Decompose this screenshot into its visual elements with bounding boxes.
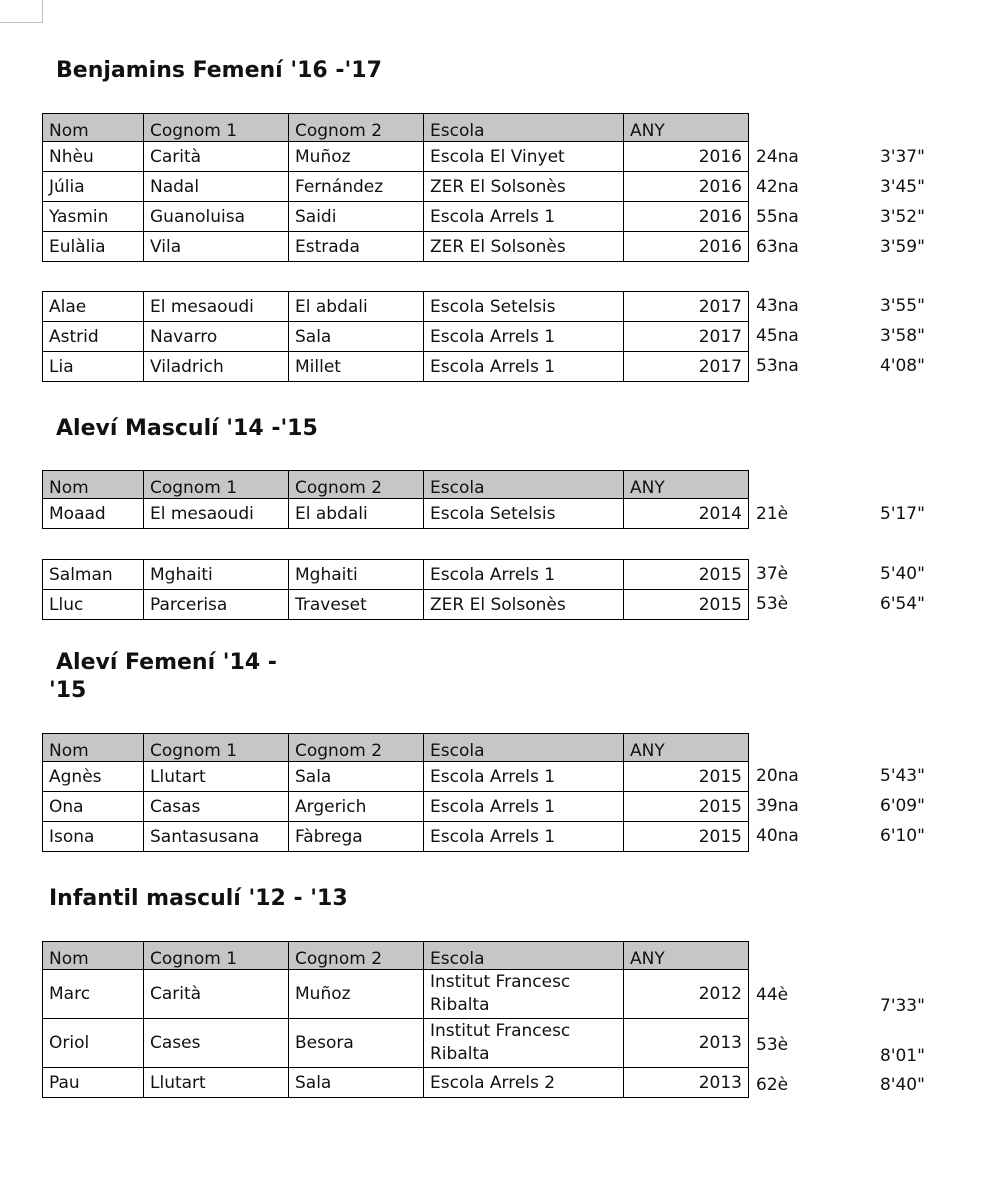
cell-cognom2: Besora (289, 1019, 424, 1068)
table-header-row (43, 471, 749, 499)
cell-cognom1: Cases (144, 1019, 289, 1068)
cell-cognom2: Saidi (289, 202, 424, 232)
cell-escola: Escola El Vinyet (424, 142, 624, 172)
cell-cognom2: Mghaiti (289, 560, 424, 590)
cell-cognom2: Sala (289, 762, 424, 792)
cell-escola: Escola Setelsis (424, 499, 624, 529)
time: 6'10" (880, 826, 925, 846)
time: 7'33" (880, 996, 925, 1016)
cell-nom: Astrid (43, 322, 144, 352)
cell-any: 2016 (624, 202, 749, 232)
cell-any: 2017 (624, 292, 749, 322)
cell-cognom2: Muñoz (289, 142, 424, 172)
section-title-benjamins-femeni: Benjamins Femení '16 -'17 (56, 58, 382, 83)
table-row (43, 1019, 749, 1068)
cell-cognom1: Vila (144, 232, 289, 262)
section-title-alevi-femeni-cont: '15 (49, 678, 87, 703)
time: 6'09" (880, 796, 925, 816)
time: 3'55" (880, 296, 925, 316)
cell-escola: Escola Arrels 2 (424, 1068, 624, 1098)
results-table (42, 113, 749, 262)
cell-nom: Yasmin (43, 202, 144, 232)
cell-nom: Lluc (43, 590, 144, 620)
time: 3'59" (880, 237, 925, 257)
position: 53è (756, 594, 789, 614)
cell-any: 2016 (624, 232, 749, 262)
table-row (43, 172, 749, 202)
results-table (42, 941, 749, 1098)
header-escola: Escola (424, 942, 624, 970)
table-row (43, 142, 749, 172)
results-table (42, 470, 749, 529)
time: 6'54" (880, 594, 925, 614)
header-cognom1: Cognom 1 (144, 734, 289, 762)
cell-nom: Marc (43, 970, 144, 1019)
cell-any: 2013 (624, 1019, 749, 1068)
cell-cognom2: Fernández (289, 172, 424, 202)
cell-escola: Escola Setelsis (424, 292, 624, 322)
cell-cognom1: Santasusana (144, 822, 289, 852)
section-title-alevi-masculi: Aleví Masculí '14 -'15 (56, 416, 318, 441)
cell-cognom2: Muñoz (289, 970, 424, 1019)
time: 3'37" (880, 147, 925, 167)
cell-any: 2015 (624, 822, 749, 852)
cell-nom: Salman (43, 560, 144, 590)
cell-escola: Escola Arrels 1 (424, 352, 624, 382)
position: 43na (756, 296, 799, 316)
time: 8'40" (880, 1075, 925, 1095)
header-cognom1: Cognom 1 (144, 471, 289, 499)
page-corner-mark (0, 0, 43, 23)
position: 20na (756, 766, 799, 786)
time: 3'45" (880, 177, 925, 197)
position: 63na (756, 237, 799, 257)
header-cognom2: Cognom 2 (289, 734, 424, 762)
cell-cognom2: Sala (289, 1068, 424, 1098)
time: 4'08" (880, 356, 925, 376)
cell-cognom1: Carità (144, 970, 289, 1019)
table-row (43, 590, 749, 620)
cell-escola: Escola Arrels 1 (424, 560, 624, 590)
cell-nom: Oriol (43, 1019, 144, 1068)
cell-escola: ZER El Solsonès (424, 590, 624, 620)
cell-any: 2017 (624, 352, 749, 382)
cell-nom: Júlia (43, 172, 144, 202)
results-table (42, 559, 749, 620)
cell-cognom1: Navarro (144, 322, 289, 352)
results-table (42, 291, 749, 382)
position: 45na (756, 326, 799, 346)
cell-nom: Moaad (43, 499, 144, 529)
cell-nom: Isona (43, 822, 144, 852)
position: 42na (756, 177, 799, 197)
table-row (43, 762, 749, 792)
table-row (43, 792, 749, 822)
position: 55na (756, 207, 799, 227)
table-row (43, 202, 749, 232)
cell-cognom2: El abdali (289, 292, 424, 322)
header-any: ANY (624, 471, 749, 499)
cell-nom: Agnès (43, 762, 144, 792)
header-any: ANY (624, 114, 749, 142)
cell-cognom2: Sala (289, 322, 424, 352)
cell-any: 2017 (624, 322, 749, 352)
table-row (43, 1068, 749, 1098)
cell-any: 2012 (624, 970, 749, 1019)
cell-any: 2015 (624, 792, 749, 822)
header-cognom2: Cognom 2 (289, 942, 424, 970)
time: 5'40" (880, 564, 925, 584)
cell-escola: ZER El Solsonès (424, 172, 624, 202)
header-escola: Escola (424, 734, 624, 762)
table-row (43, 970, 749, 1019)
cell-cognom1: Llutart (144, 762, 289, 792)
cell-escola: Escola Arrels 1 (424, 762, 624, 792)
cell-any: 2013 (624, 1068, 749, 1098)
position: 21è (756, 504, 789, 524)
cell-cognom1: Nadal (144, 172, 289, 202)
cell-cognom1: Guanoluisa (144, 202, 289, 232)
table-header-row (43, 942, 749, 970)
position: 24na (756, 147, 799, 167)
cell-escola (424, 970, 624, 1019)
header-escola: Escola (424, 471, 624, 499)
table-row (43, 560, 749, 590)
header-cognom2: Cognom 2 (289, 471, 424, 499)
escola-line-1: Institut Francesc (430, 1021, 571, 1041)
position: 39na (756, 796, 799, 816)
table-row (43, 322, 749, 352)
time: 3'58" (880, 326, 925, 346)
header-any: ANY (624, 942, 749, 970)
position: 53na (756, 356, 799, 376)
cell-cognom2: Fàbrega (289, 822, 424, 852)
cell-nom: Eulàlia (43, 232, 144, 262)
header-escola: Escola (424, 114, 624, 142)
position: 53è (756, 1035, 789, 1055)
cell-cognom1: El mesaoudi (144, 292, 289, 322)
section-title-infantil-masculi: Infantil masculí '12 - '13 (49, 886, 348, 911)
header-cognom1: Cognom 1 (144, 942, 289, 970)
cell-cognom1: Casas (144, 792, 289, 822)
time: 5'17" (880, 504, 925, 524)
results-table (42, 733, 749, 852)
time: 5'43" (880, 766, 925, 786)
cell-nom: Pau (43, 1068, 144, 1098)
section-title-alevi-femeni: Aleví Femení '14 - (56, 650, 277, 675)
cell-cognom1: Llutart (144, 1068, 289, 1098)
cell-escola: Escola Arrels 1 (424, 322, 624, 352)
cell-any: 2015 (624, 560, 749, 590)
position: 40na (756, 826, 799, 846)
table-row (43, 292, 749, 322)
header-cognom2: Cognom 2 (289, 114, 424, 142)
cell-cognom1: Carità (144, 142, 289, 172)
position: 37è (756, 564, 789, 584)
position: 44è (756, 985, 789, 1005)
header-cognom1: Cognom 1 (144, 114, 289, 142)
header-nom: Nom (43, 114, 144, 142)
header-nom: Nom (43, 942, 144, 970)
cell-nom: Alae (43, 292, 144, 322)
cell-any: 2016 (624, 142, 749, 172)
cell-nom: Ona (43, 792, 144, 822)
cell-cognom2: Estrada (289, 232, 424, 262)
table-row (43, 822, 749, 852)
table-row (43, 352, 749, 382)
table-header-row (43, 114, 749, 142)
cell-any: 2015 (624, 590, 749, 620)
escola-line-1: Institut Francesc (430, 972, 571, 992)
cell-escola: Escola Arrels 1 (424, 202, 624, 232)
time: 3'52" (880, 207, 925, 227)
cell-cognom2: El abdali (289, 499, 424, 529)
cell-nom: Lia (43, 352, 144, 382)
cell-cognom1: Parcerisa (144, 590, 289, 620)
cell-escola: ZER El Solsonès (424, 232, 624, 262)
header-nom: Nom (43, 734, 144, 762)
cell-escola: Escola Arrels 1 (424, 792, 624, 822)
header-nom: Nom (43, 471, 144, 499)
cell-cognom2: Argerich (289, 792, 424, 822)
cell-cognom1: El mesaoudi (144, 499, 289, 529)
cell-any: 2014 (624, 499, 749, 529)
escola-line-2: Ribalta (430, 1044, 490, 1064)
cell-cognom2: Millet (289, 352, 424, 382)
time: 8'01" (880, 1046, 925, 1066)
cell-any: 2015 (624, 762, 749, 792)
cell-cognom1: Mghaiti (144, 560, 289, 590)
cell-cognom1: Viladrich (144, 352, 289, 382)
table-header-row (43, 734, 749, 762)
header-any: ANY (624, 734, 749, 762)
table-row (43, 499, 749, 529)
table-row (43, 232, 749, 262)
cell-any: 2016 (624, 172, 749, 202)
cell-escola: Escola Arrels 1 (424, 822, 624, 852)
cell-escola (424, 1019, 624, 1068)
cell-nom: Nhèu (43, 142, 144, 172)
position: 62è (756, 1075, 789, 1095)
escola-line-2: Ribalta (430, 995, 490, 1015)
cell-cognom2: Traveset (289, 590, 424, 620)
